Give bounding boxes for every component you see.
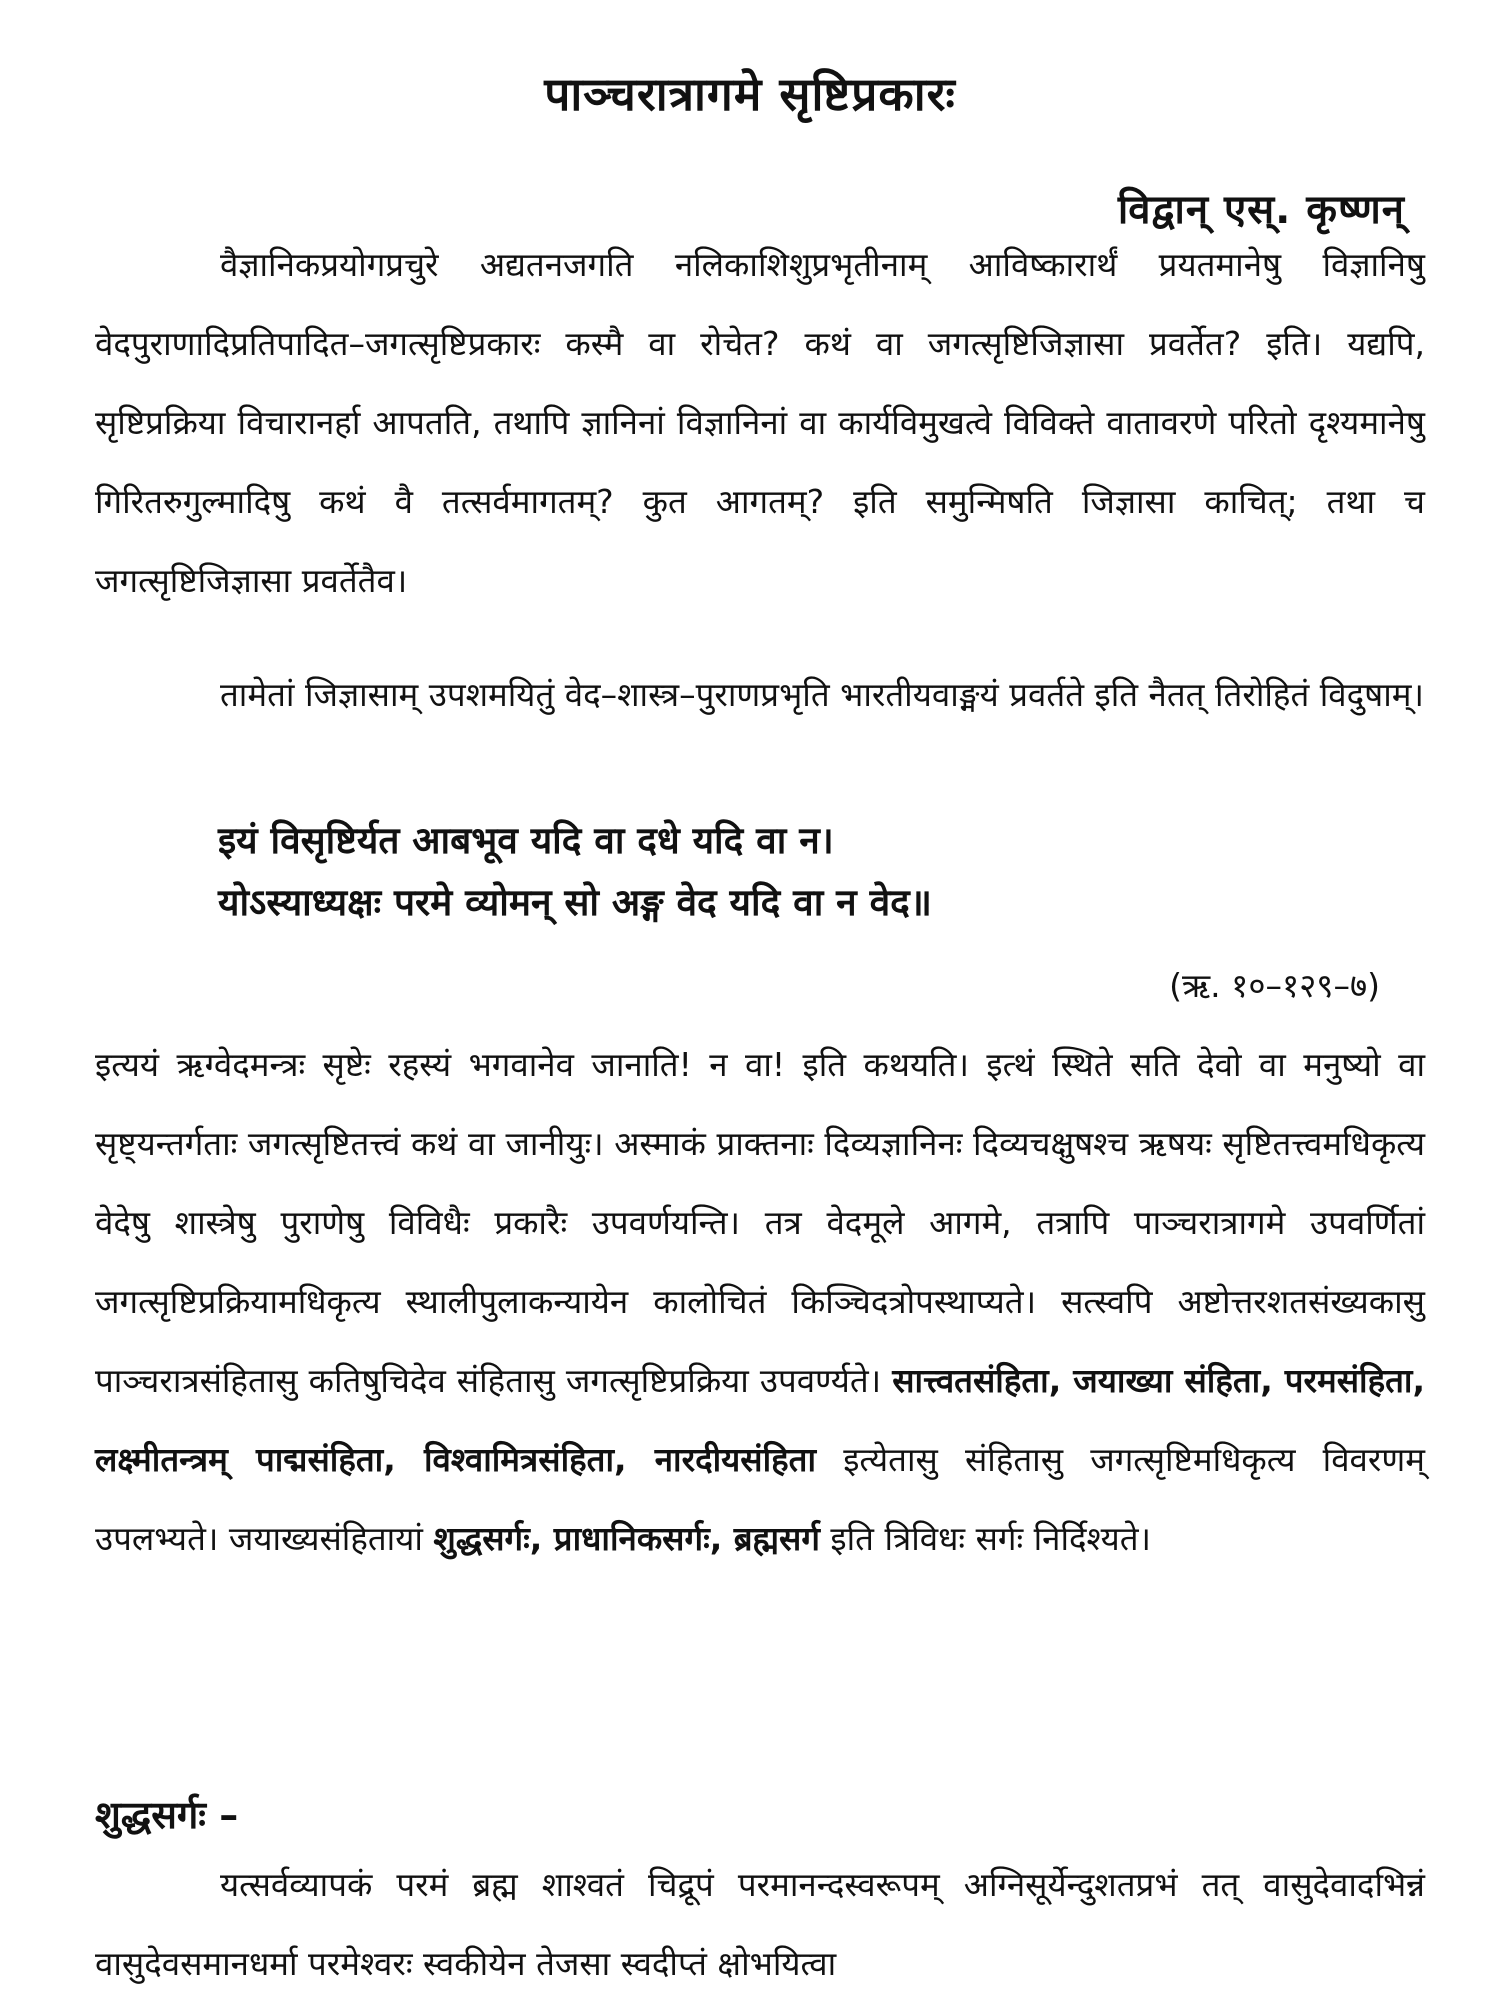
author-name: विद्वान् एस्. कृष्णन् [1117, 187, 1405, 233]
paragraph-fourth: यत्सर्वव्यापकं परमं ब्रह्म शाश्वतं चिद्रूपं परमानन्दस्वरूपम् अग्निसूर्येन्दुशतप्रभं तत् वासुदेवादभिन्नं वासुदेवसमानधर्मा परमेश्वरः स्वकीयेन तेजसा स्वदीप्तं क्षोभयित्वा [95, 1865, 1425, 1983]
paragraph-third-end: इति त्रिविधः सर्गः निर्दिश्यते। [830, 1519, 1152, 1558]
section-heading: शुद्धसर्गः – [95, 1793, 239, 1837]
sarga-list: शुद्धसर्गः, प्राधानिकसर्गः, ब्रह्मसर्ग [433, 1519, 820, 1558]
paragraph-third [95, 1025, 1425, 1578]
samhita-list: सात्त्वतसंहिता, जयाख्या संहिता, परमसंहिता, लक्ष्मीतन्त्रम् पाद्मसंहिता, विश्वामित्रसंहिता, नारदीयसंहिता [95, 1361, 1425, 1479]
verse-reference: (ऋ. १०–१२९–७) [1169, 966, 1380, 1005]
verse-line-2: योऽस्याध्यक्षः परमे व्योमन् सो अङ्ग वेद यदि वा न वेद॥ [218, 881, 932, 924]
paragraph-third-mid: इत्येतासु संहितासु जगत्सृष्टिमधिकृत्य विवरणम् उपलभ्यते। जयाख्यसंहितायां [95, 1440, 1425, 1558]
paragraph-second: तामेतां जिज्ञासाम् उपशमयितुं वेद–शास्त्र–पुराणप्रभृति भारतीयवाङ्मयं प्रवर्तते इति नैतत् तिरोहितं विदुषाम्। [220, 675, 1425, 714]
paragraph-intro: वैज्ञानिकप्रयोगप्रचुरे अद्यतनजगति नलिकाशिशुप्रभृतीनाम् आविष्कारार्थं प्रयतमानेषु विज्ञानिषु वेदपुराणादिप्रतिपादित–जगत्सृष्टिप्रकारः कस्मै वा रोचेत? कथं वा जगत्सृष्टिजिज्ञासा प्रवर्तेत? इति। यद्यपि, सृष्टिप्रक्रिया विचारानर्हा आपतति, तथापि ज्ञानिनां विज्ञानिनां वा कार्यविमुखत्वे विविक्ते वातावरणे परितो दृश्यमानेषु गिरितरुगुल्मादिषु कथं वै तत्सर्वमागतम्? कुत आगतम्? इति समुन्मिषति जिज्ञासा काचित्; तथा च जगत्सृष्टिजिज्ञासा प्रवर्तेतैव। [95, 245, 1425, 600]
paragraph-third-intro: इत्ययं ऋग्वेदमन्त्रः सृष्टेः रहस्यं भगवानेव जानाति! न वा! इति कथयति। इत्थं स्थिते सति देवो वा मनुष्यो वा सृष्ट्यन्तर्गताः जगत्सृष्टितत्त्वं कथं वा जानीयुः। अस्माकं प्राक्तनाः दिव्यज्ञानिनः दिव्यचक्षुषश्च ऋषयः सृष्टितत्त्वमधिकृत्य वेदेषु शास्त्रेषु पुराणेषु विविधैः प्रकारैः उपवर्णयन्ति। तत्र वेदमूले आगमे, तत्रापि पाञ्चरात्रागमे उपवर्णितां जगत्सृष्टिप्रक्रियामधिकृत्य स्थालीपुलाकन्यायेन कालोचितं किञ्चिदत्रोपस्थाप्यते। सत्स्वपि अष्टोत्तरशतसंख्यकासु पाञ्चरात्रसंहितासु कतिषुचिदेव संहितासु जगत्सृष्टिप्रक्रिया उपवर्ण्यते। [95, 1045, 1425, 1400]
verse-line-1: इयं विसृष्टिर्यत आबभूव यदि वा दधे यदि वा न। [218, 819, 834, 862]
verse-block [218, 810, 1418, 934]
article-title: पाञ्चरात्रागमे सृष्टिप्रकारः [544, 67, 956, 121]
